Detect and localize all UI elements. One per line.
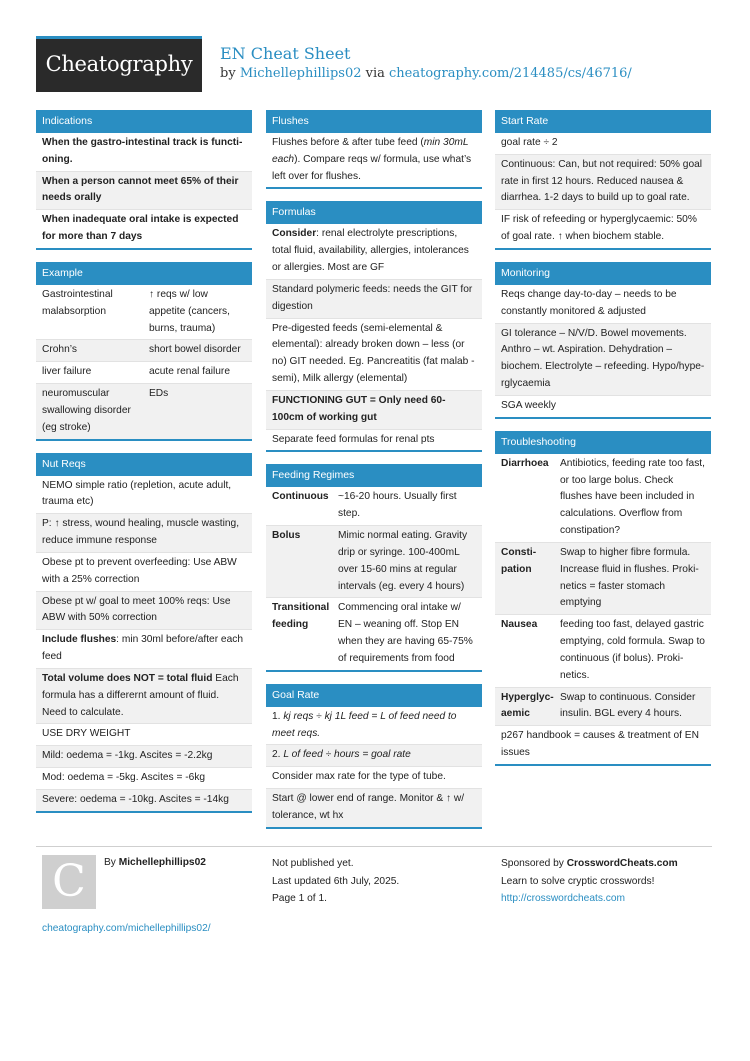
list-item: Standard polymeric feeds: needs the GIT for digestion xyxy=(266,280,482,319)
list-item: When a person cannot meet 65% of their needs orally xyxy=(36,172,252,211)
list-item: Severe: oedema = -10kg. Ascites = -14kg xyxy=(36,790,252,811)
table-row: Constipation Swap to higher fibre formula. Increase fluid in flushes. Prokinetics = faster stomach emptying xyxy=(495,543,711,615)
byline xyxy=(220,65,632,83)
avatar[interactable]: C xyxy=(42,855,96,909)
table-row: Bolus Mimic normal eating. Gravity drip or syringe. 100-400mL over 15-60 mins at regular intervals (eg. every 4 hours) xyxy=(266,526,482,598)
list-item: Obese pt to prevent overfeeding: Use ABW with a 25% correction xyxy=(36,553,252,592)
feeding-regimes-section xyxy=(266,464,482,671)
page-title: EN Cheat Sheet xyxy=(220,44,351,63)
list-item: SGA weekly xyxy=(501,399,556,411)
list-item: Consider: renal electrolyte prescriptions, total fluid, availability, allergies, intolerances or allergies. Most are GF xyxy=(266,224,482,279)
list-item: GI tolerance – N/V/D. Bowel movements. Anthro – wt. Aspiration. Dehydration – biochem. Electrolyte – refeeding. Hypo/hyperglycaemia xyxy=(495,324,711,396)
author-profile-link[interactable]: cheatography.com/michellephillips02/ xyxy=(42,923,211,934)
sponsor-name: CrosswordCheats.com xyxy=(566,858,678,869)
table-row: Continuous ~16-20 hours. Usually first step. xyxy=(266,487,482,526)
list-item: goal rate ÷ 2 xyxy=(495,133,711,155)
published-status: Not published yet. xyxy=(272,858,354,869)
column-1 xyxy=(36,110,252,825)
byline-via: via xyxy=(361,66,390,81)
section-title: Example xyxy=(36,262,252,285)
flushes-section xyxy=(266,110,482,189)
section-title: Flushes xyxy=(266,110,482,133)
list-item: NEMO simple ratio (repletion, acute adult, trauma etc) xyxy=(36,476,252,515)
list-item: Consider max rate for the type of tube. xyxy=(266,767,482,789)
footer-byline: By Michellephillips02 xyxy=(104,857,206,868)
footer-author-name[interactable]: Michellephillips02 xyxy=(118,857,206,868)
list-item: IF risk of refeeding or hyperglycaemic: 50% of goal rate. ↑ when biochem stable. xyxy=(501,214,697,243)
troubleshooting-section xyxy=(495,431,711,766)
monitoring-section xyxy=(495,262,711,419)
sheet-url-link[interactable]: cheatography.com/214485/cs/46716/ xyxy=(389,66,632,81)
page-footer xyxy=(36,846,712,934)
list-item: When the gastro-intestinal track is functioning. xyxy=(36,133,252,172)
list-item: 1. kj reqs ÷ kj 1L feed = L of feed need to meet reqs. xyxy=(266,707,482,746)
cheatography-logo[interactable]: Cheatography xyxy=(36,36,202,92)
list-item: Obese pt w/ goal to meet 100% reqs: Use ABW with 50% correction xyxy=(36,592,252,631)
list-item: When inadequate oral intake is expected for more than 7 days xyxy=(42,214,239,243)
list-item: Flushes before & after tube feed (min 30mL each). Compare reqs w/ formula, use what’s left over for flushes. xyxy=(272,137,472,182)
indications-section xyxy=(36,110,252,250)
section-title: Goal Rate xyxy=(266,684,482,707)
list-item: FUNCTIONING GUT = Only need 60-100cm of working gut xyxy=(266,391,482,430)
section-title: Formulas xyxy=(266,201,482,224)
list-item: p267 handbook = causes & treatment of EN issues xyxy=(501,730,699,759)
table-row: Diarrhoea Antibiotics, feeding rate too fast, or too large bolus. Check flushes have been included in calculations. Overflow from constipation? xyxy=(495,454,711,543)
sponsor-link[interactable]: http://crosswordcheats.com xyxy=(501,893,625,904)
list-item: Mod: oedema = -5kg. Ascites = -6kg xyxy=(36,768,252,790)
list-item: Pre-digested feeds (semi-elemental & elemental): already broken down – less (or no) GIT needed. Eg. Pancreatitis (fat malab - semi), Milk allergy (elemental) xyxy=(266,319,482,391)
byline-prefix: by xyxy=(220,66,240,81)
page-header xyxy=(36,36,712,92)
table-row: Hyperglycaemic Swap to continuous. Consider insulin. BGL every 4 hours. xyxy=(495,688,711,727)
list-item: Start @ lower end of range. Monitor & ↑ w/ tolerance, wt hx xyxy=(266,789,482,827)
list-item: Separate feed formulas for renal pts xyxy=(272,433,435,445)
table-row: liver failure acute renal failure xyxy=(36,362,252,384)
list-item: USE DRY WEIGHT xyxy=(36,724,252,746)
example-section xyxy=(36,262,252,441)
sponsor-line: Sponsored by CrosswordCheats.com xyxy=(501,858,678,869)
column-3 xyxy=(495,110,711,778)
table-row: Nausea feeding too fast, delayed gastric emptying, cold formula. Swap to continuous (if bolus). Prokinetics. xyxy=(495,615,711,687)
list-item: Mild: oedema = -1kg. Ascites = -2.2kg xyxy=(36,746,252,768)
footer-sponsor xyxy=(501,855,678,908)
section-title: Start Rate xyxy=(495,110,711,133)
table-row: Crohn’s short bowel disorder xyxy=(36,340,252,362)
list-item: Continuous: Can, but not required: 50% goal rate in first 12 hours. Reduced nausea & diarrhea. 1-2 days to build up to goal rate. xyxy=(495,155,711,210)
table-row: Transitional feeding Commencing oral intake w/ EN – weaning off. Stop EN when they are having 65-75% of requirements from food xyxy=(272,602,473,664)
section-title: Feeding Regimes xyxy=(266,464,482,487)
footer-status xyxy=(272,855,399,908)
nut-reqs-section xyxy=(36,453,252,813)
list-item: 2. L of feed ÷ hours = goal rate xyxy=(266,745,482,767)
list-item: Reqs change day-to-day – needs to be constantly monitored & adjusted xyxy=(495,285,711,324)
table-row: neuromuscular swallowing disorder (eg stroke) EDs xyxy=(36,384,252,438)
section-title: Nut Reqs xyxy=(36,453,252,476)
sponsor-tagline: Learn to solve cryptic crosswords! xyxy=(501,875,655,887)
section-title: Troubleshooting xyxy=(495,431,711,454)
column-2 xyxy=(266,110,482,841)
start-rate-section xyxy=(495,110,711,250)
author-link[interactable]: Michellephillips02 xyxy=(239,66,362,81)
section-title: Indications xyxy=(36,110,252,133)
list-item: Total volume does NOT = total fluid Each formula has a differernt amount of fluid. Need to calculate. xyxy=(36,669,252,724)
formulas-section xyxy=(266,201,482,452)
list-item: Include flushes: min 30ml before/after each feed xyxy=(36,630,252,669)
page-number: Page 1 of 1. xyxy=(272,893,327,904)
goal-rate-section xyxy=(266,684,482,829)
last-updated: Last updated 6th July, 2025. xyxy=(272,875,400,887)
table-row: Gastrointestinal malabsorption ↑ reqs w/ low appetite (cancers, burns, trauma) xyxy=(36,285,252,340)
section-title: Monitoring xyxy=(495,262,711,285)
list-item: P: ↑ stress, wound healing, muscle wasting, reduce immune response xyxy=(36,514,252,553)
